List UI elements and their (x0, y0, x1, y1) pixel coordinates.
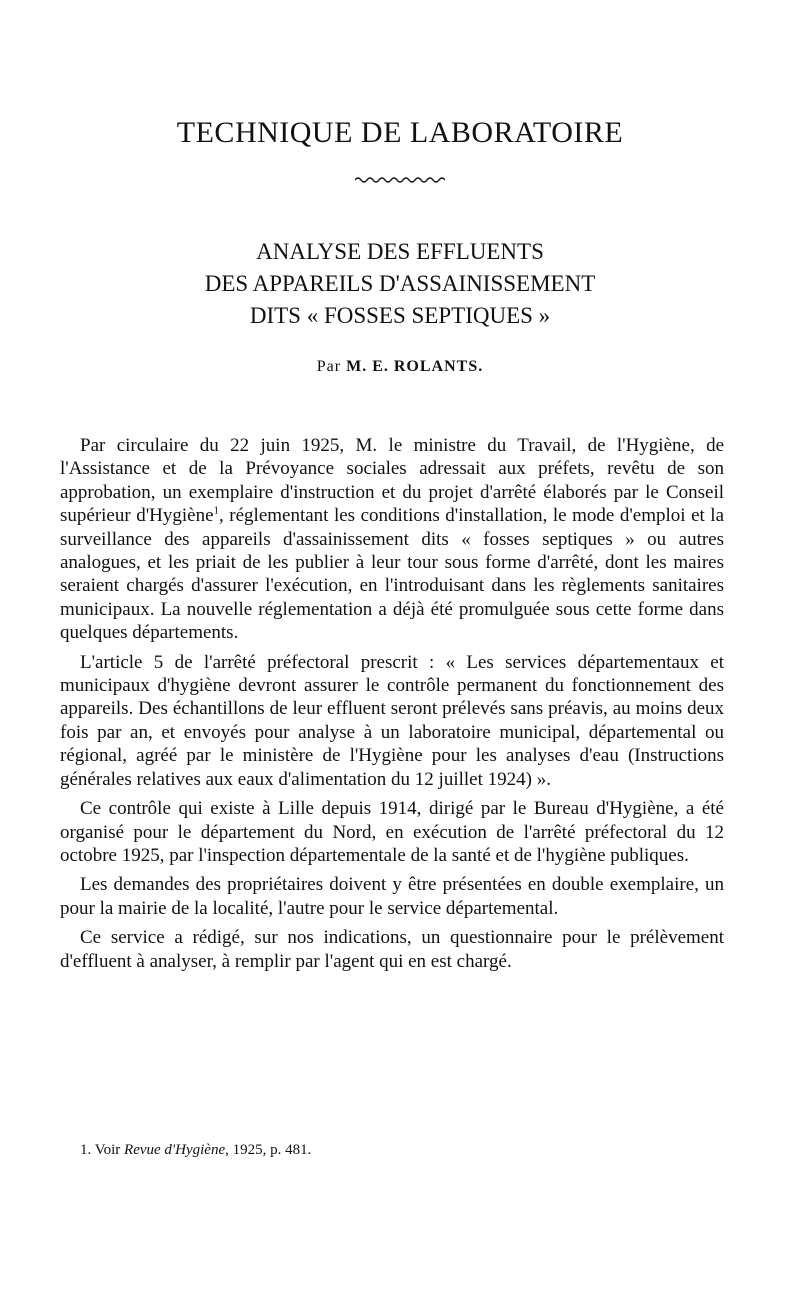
footnote-number: 1. (80, 1142, 92, 1158)
article-title-line-3: DITS « FOSSES SEPTIQUES » (249, 303, 551, 328)
byline (0, 358, 800, 376)
section-title: TECHNIQUE DE LABORATOIRE (176, 116, 624, 149)
paragraph-5: Ce service a rédigé, sur nos indications, un questionnaire pour le prélèvement d'effluent à analyser, à remplir par l'agent qui en est chargé. (60, 927, 724, 972)
paragraph-4: Les demandes des propriétaires doivent y être présentées en double exemplaire, un pour la mairie de la localité, l'autre pour le service départemental. (60, 874, 724, 919)
paragraph-1-text-b: , réglementant les conditions d'installation, le mode d'emploi et la surveillance des appareils d'assainissement dits « fosses septiques » ou autres analogues, et les priait de les publier à leur tour sous forme d'arrêté, dont les maires seraient chargés d'assurer l'exécution, en l'introduisant dans les règlements sanitaires municipaux. La nouvelle réglementation a déjà été promulguée sous cette forme dans quelques départements. (60, 505, 725, 644)
article-title (0, 236, 800, 332)
article-title-line-2: DES APPAREILS D'ASSAINISSEMENT (204, 271, 596, 296)
footnote (80, 1142, 720, 1159)
byline-prefix: Par (316, 358, 342, 375)
footnote-reference: 1 (213, 504, 220, 517)
paragraph-3: Ce contrôle qui existe à Lille depuis 1914, dirigé par le Bureau d'Hygiène, a été organisé pour le département du Nord, en exécution de l'arrêté préfectoral du 12 octobre 1925, par l'inspection départementale de la santé et de l'hygiène publiques. (60, 798, 724, 866)
footnote-prefix: Voir (94, 1142, 121, 1158)
footnote-suffix: , 1925, p. 481. (225, 1142, 312, 1158)
paragraph-2: L'article 5 de l'arrêté préfectoral prescrit : « Les services départementaux et municipaux d'hygiène devront assurer le contrôle permanent du fonctionnement des appareils. Des échantillons de leur effluent seront prélevés sans préavis, au moins deux fois par an, et envoyés pour analyse à un laboratoire municipal, départemental ou régional, agréé par le ministère de l'Hygiène pour les analyses d'eau (Instructions générales relatives aux eaux d'alimentation du 12 juillet 1924) ». (60, 651, 724, 790)
ornament-divider (355, 176, 445, 184)
article-body (60, 434, 724, 979)
byline-author: M. E. ROLANTS. (346, 358, 484, 375)
article-title-line-1: ANALYSE DES EFFLUENTS (256, 239, 544, 264)
footnote-journal: Revue d'Hygiène (124, 1142, 226, 1158)
paragraph-1-text-a: Par circulaire du 22 juin 1925, M. le ministre du Travail, de l'Hygiène, de l'Assistance et de la Prévoyance sociales adressait aux préfets, revêtu de son approbation, un exemplaire d'instruction et du projet d'arrêté élaborés par le Conseil supérieur d'Hygiène (60, 435, 724, 527)
paragraph-1 (60, 434, 724, 645)
